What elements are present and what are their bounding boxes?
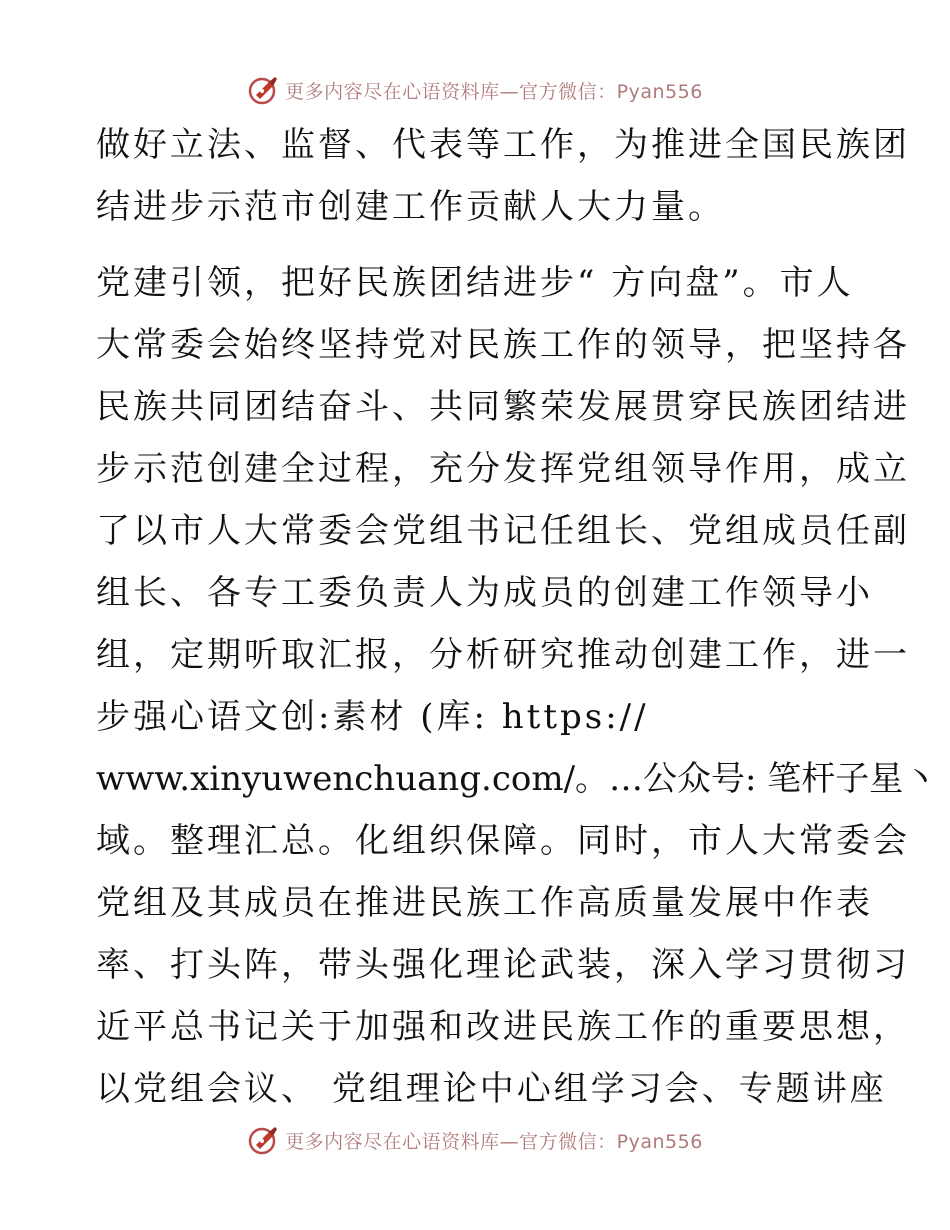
text-line: 组长、各专工委负责人为成员的创建工作领导小 [96, 573, 873, 613]
text-line: www.xinyuwenchuang.com/。…公众号: 笔杆子星丶 [96, 759, 938, 799]
text-line: 大常委会始终坚持党对民族工作的领导，把坚持各 [96, 325, 910, 365]
text-line: 步示范创建全过程，充分发挥党组领导作用，成立 [96, 449, 910, 489]
paragraph-1 [96, 114, 910, 238]
text-line: 组，定期听取汇报，分析研究推动创建工作，进一 [96, 635, 910, 675]
text-line: 近平总书记关于加强和改进民族工作的重要思想， [96, 1007, 910, 1047]
text-line: 了以市人大常委会党组书记任组长、党组成员任副 [96, 511, 910, 551]
text-line: 民族共同团结奋斗、共同繁荣发展贯穿民族团结进 [96, 387, 910, 427]
header-banner [0, 70, 950, 110]
text-line: 以党组会议、 党组理论中心组学习会、专题讲座 [96, 1069, 887, 1109]
header-banner-text: 更多内容尽在心语资料库—官方微信：Pyan556 [285, 80, 703, 103]
footer-banner-text: 更多内容尽在心语资料库—官方微信：Pyan556 [285, 1130, 703, 1153]
text-line: 结进步示范市创建工作贡献人大力量。 [96, 187, 725, 227]
text-line: 党组及其成员在推进民族工作高质量发展中作表 [96, 883, 873, 923]
text-line: 步强心语文创:素材 (库: https:// [96, 697, 649, 737]
document-body [96, 114, 938, 1120]
text-line: 率、打头阵，带头强化理论武装，深入学习贯彻习 [96, 945, 910, 985]
paragraph-2 [96, 252, 938, 1120]
footer-banner [0, 1120, 950, 1160]
pen-nib-logo-icon [247, 73, 281, 107]
text-line: 做好立法、监督、代表等工作，为推进全国民族团 [96, 125, 910, 165]
text-line: 党建引领，把好民族团结进步“ 方向盘”。市人 [96, 263, 854, 303]
pen-nib-logo-icon [247, 1123, 281, 1157]
text-line: 域。整理汇总。化组织保障。同时，市人大常委会 [96, 821, 910, 861]
